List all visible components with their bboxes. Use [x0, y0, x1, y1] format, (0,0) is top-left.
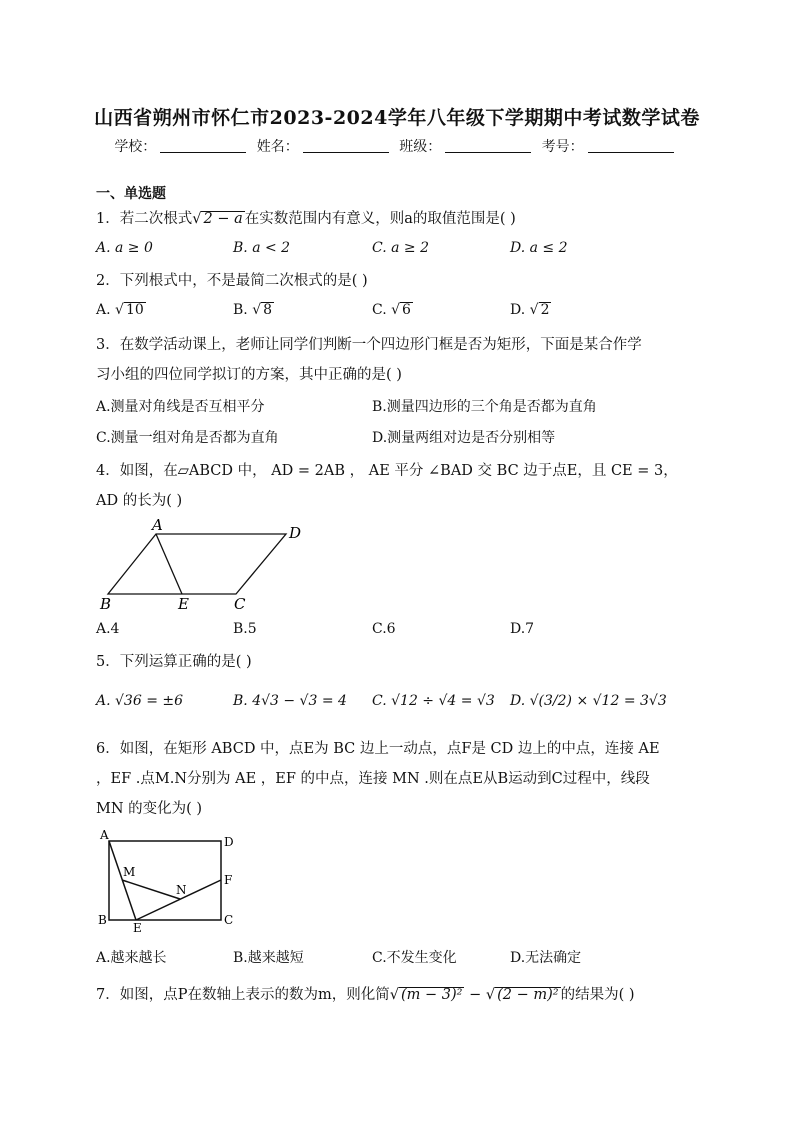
label-n: N — [176, 883, 187, 897]
class-blank[interactable] — [445, 138, 531, 153]
page-title: 山西省朔州市怀仁市2023-2024学年八年级下学期期中考试数学试卷 — [94, 107, 700, 129]
label-a: A — [152, 516, 163, 534]
q3-option-c[interactable]: C.测量一组对角是否都为直角 — [96, 430, 279, 446]
segment-ae — [156, 534, 182, 594]
q2-option-d[interactable]: D. √ 2 — [510, 302, 550, 318]
q4-option-d[interactable]: D.7 — [510, 621, 535, 637]
q7-radicand-2: (2 − m)² — [497, 987, 559, 1003]
school-label: 学校： — [114, 139, 157, 155]
number-blank[interactable] — [588, 138, 674, 153]
q2-a-radicand: 10 — [125, 302, 144, 318]
label-b: B — [98, 913, 107, 927]
name-label: 姓名： — [256, 139, 299, 155]
question-6-line1: 6．如图，在矩形 ABCD 中，点E为 BC 边上一动点，点F是 CD 边上的中点，连接 AE — [96, 741, 660, 757]
q4-option-b[interactable]: B.5 — [233, 621, 257, 637]
q1-pre: 1．若二次根式 — [96, 211, 193, 227]
q1-option-c[interactable]: C. a ≥ 2 — [372, 240, 429, 256]
q5-option-c[interactable]: C. √12 ÷ √4 = √3 — [372, 693, 495, 709]
question-1-stem: 1．若二次根式√ 2 − a 在实数范围内有意义，则a的取值范围是( ) — [96, 211, 516, 227]
q1-option-d[interactable]: D. a ≤ 2 — [510, 240, 568, 256]
q3-option-a[interactable]: A.测量对角线是否互相平分 — [96, 399, 265, 415]
q6-option-b[interactable]: B.越来越短 — [233, 950, 304, 966]
q3-option-b[interactable]: B.测量四边形的三个角是否都为直角 — [372, 399, 597, 415]
q4-option-c[interactable]: C.6 — [372, 621, 396, 637]
parallelogram-abcd — [108, 534, 286, 594]
q6-option-c[interactable]: C.不发生变化 — [372, 950, 457, 966]
label-b: B — [100, 595, 112, 613]
question-2-stem: 2．下列根式中，不是最简二次根式的是( ) — [96, 273, 368, 289]
q2-b-radicand: 8 — [263, 302, 273, 318]
question-5-stem: 5．下列运算正确的是( ) — [96, 654, 252, 670]
q5-option-a[interactable]: A. √36 = ±6 — [96, 693, 184, 709]
question-7-stem: 7．如图，点P在数轴上表示的数为m，则化简√ (m − 3)² − √ (2 − m)² 的结果为( ) — [96, 987, 635, 1003]
label-d: D — [289, 524, 302, 542]
student-info-line — [0, 136, 794, 156]
rectangle-figure — [96, 826, 246, 932]
label-e: E — [133, 921, 142, 932]
label-c: C — [224, 913, 234, 927]
school-blank[interactable] — [160, 138, 246, 153]
q1-post: 在实数范围内有意义，则a的取值范围是( ) — [244, 211, 516, 227]
q5-option-b[interactable]: B. 4√3 − √3 = 4 — [233, 693, 347, 709]
question-4-line1: 4．如图，在▱ABCD 中， AD = 2AB ， AE 平分 ∠BAD 交 BC 边于点E，且 CE = 3， — [96, 463, 678, 479]
q7-minus: − — [464, 987, 486, 1003]
q2-d-radicand: 2 — [540, 302, 550, 318]
q2-option-a[interactable]: A. √ 10 — [96, 302, 144, 318]
question-6-line2: ，EF .点M.N分别为 AE ，EF 的中点，连接 MN .则在点E从B运动到C过程中，线段 — [96, 771, 650, 787]
q5-option-d[interactable]: D. √(3/2) × √12 = 3√3 — [510, 693, 667, 709]
question-6-line3: MN 的变化为( ) — [96, 801, 203, 817]
label-e: E — [178, 595, 189, 613]
q1-option-a[interactable]: A. a ≥ 0 — [96, 240, 153, 256]
q7-post: 的结果为( ) — [560, 987, 635, 1003]
class-label: 班级： — [399, 139, 442, 155]
q2-c-letter: C. — [372, 302, 387, 318]
q2-option-c[interactable]: C. √ 6 — [372, 302, 411, 318]
segment-mn — [122, 880, 180, 899]
q7-radicand-1: (m − 3)² — [400, 987, 463, 1003]
q2-d-letter: D. — [510, 302, 526, 318]
name-blank[interactable] — [303, 138, 389, 153]
question-4-line2: AD 的长为( ) — [96, 493, 183, 509]
section-heading: 一、单选题 — [96, 186, 166, 202]
q1-radicand: 2 − a — [203, 211, 243, 227]
label-m: M — [123, 865, 136, 879]
q4-option-a[interactable]: A.4 — [96, 621, 120, 637]
q2-option-b[interactable]: B. √ 8 — [233, 302, 273, 318]
label-c: C — [234, 595, 246, 613]
q2-b-letter: B. — [233, 302, 248, 318]
parallelogram-figure — [96, 516, 316, 616]
q7-pre: 7．如图，点P在数轴上表示的数为m，则化简 — [96, 987, 390, 1003]
question-3-line2: 习小组的四位同学拟订的方案，其中正确的是( ) — [96, 367, 402, 383]
label-f: F — [224, 873, 233, 887]
number-label: 考号： — [541, 139, 584, 155]
q3-option-d[interactable]: D.测量两组对边是否分别相等 — [372, 430, 556, 446]
label-a: A — [100, 828, 109, 842]
q6-option-a[interactable]: A.越来越长 — [96, 950, 167, 966]
question-3-line1: 3．在数学活动课上，老师让同学们判断一个四边形门框是否为矩形，下面是某合作学 — [96, 337, 642, 353]
q6-option-d[interactable]: D.无法确定 — [510, 950, 582, 966]
q2-c-radicand: 6 — [402, 302, 411, 318]
q1-option-b[interactable]: B. a < 2 — [233, 240, 291, 256]
label-d: D — [224, 835, 234, 849]
q2-a-letter: A. — [96, 302, 111, 318]
